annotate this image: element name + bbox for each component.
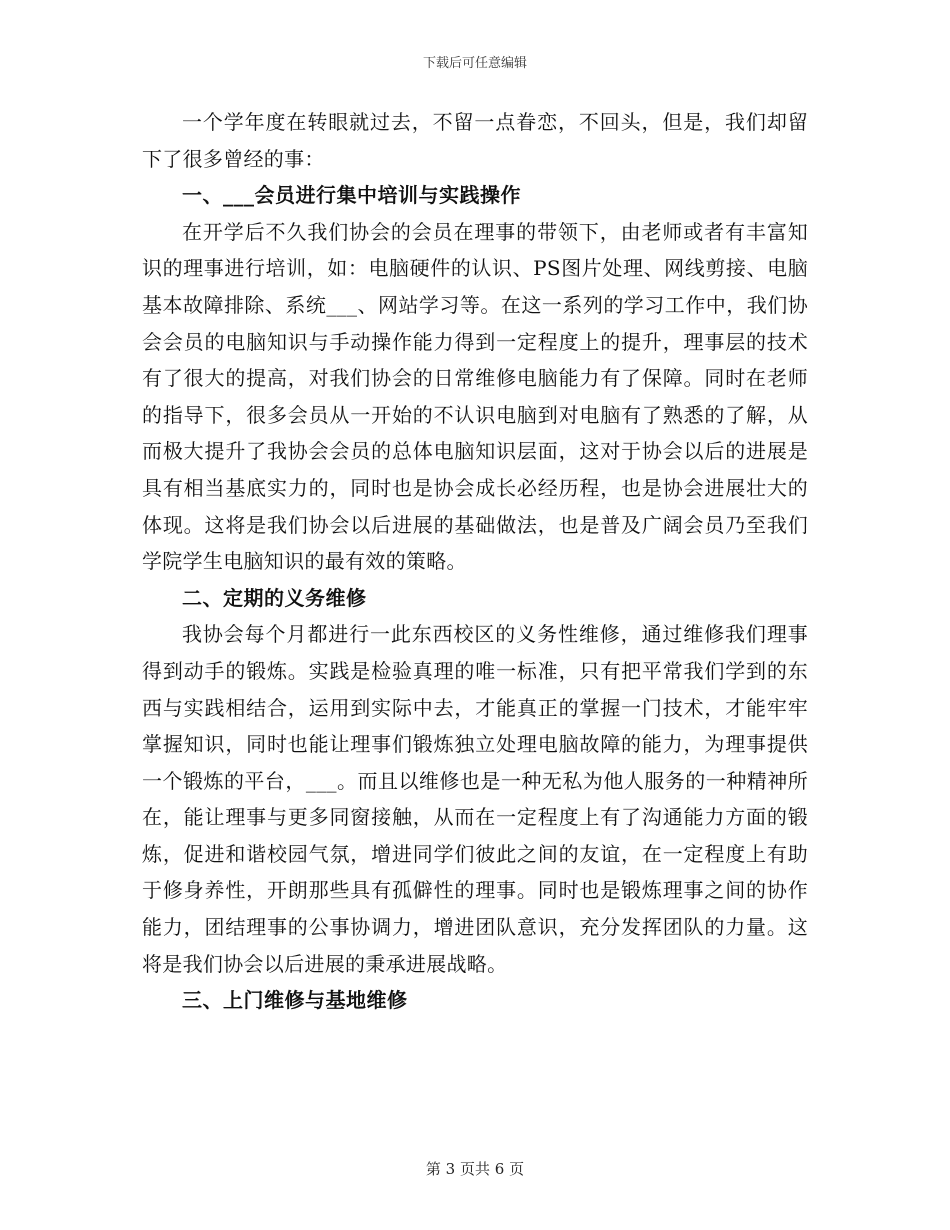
- section-3-heading: 三、上门维修与基地维修: [182, 988, 408, 1013]
- section-2-paragraph: 我协会每个月都进行一此东西校区的义务性维修，通过维修我们理事得到动手的锻炼。实践是检验真理的唯一标准，只有把平常我们学到的东西与实践相结合，运用到实际中去，才能真正的掌握一门技术，才能牢牢掌握知识，同时也能让理事们锻炼独立处理电脑故障的能力，为理事提供一个锻炼的平台，___。而且以维修也是一种无私为他人服务的一种精神所在，能让理事与更多同窗接触，从而在一定程度上有了沟通能力方面的锻炼，促进和谐校园气氛，增进同学们彼此之间的友谊，在一定程度上有助于修身养性，开朗那些具有孤僻性的理事。同时也是锻炼理事之间的协作能力，团结理事的公事协调力，增进团队意识，充分发挥团队的力量。这将是我们协会以后进展的秉承进展战略。: [142, 622, 808, 976]
- page-header: 下载后可任意编辑: [422, 56, 527, 71]
- section-2-heading: 二、定期的义务维修: [182, 585, 367, 610]
- section-1-paragraph: 在开学后不久我们协会的会员在理事的带领下，由老师或者有丰富知识的理事进行培训，如：电脑硬件的认识、PS图片处理、网线剪接、电脑基本故障排除、系统___、网站学习等。在这一系列的学习工作中，我们协会会员的电脑知识与手动操作能力得到一定程度上的提升，理事层的技术有了很大的提高，对我们协会的日常维修电脑能力有了保障。同时在老师的指导下，很多会员从一开始的不认识电脑到对电脑有了熟悉的了解，从而极大提升了我协会会员的总体电脑知识层面，这对于协会以后的进展是具有相当基底实力的，同时也是协会成长必经历程，也是协会进展壮大的体现。这将是我们协会以后进展的基础做法，也是普及广阔会员乃至我们学院学生电脑知识的最有效的策略。: [142, 219, 808, 574]
- document-body: [142, 104, 808, 1019]
- section-1-heading: 一、___会员进行集中培训与实践操作: [182, 183, 521, 208]
- intro-paragraph: 一个学年度在转眼就过去，不留一点眷恋，不回头，但是，我们却留下了很多曾经的事：: [142, 110, 808, 171]
- page-number-footer: 第 3 页共 6 页: [425, 1160, 525, 1178]
